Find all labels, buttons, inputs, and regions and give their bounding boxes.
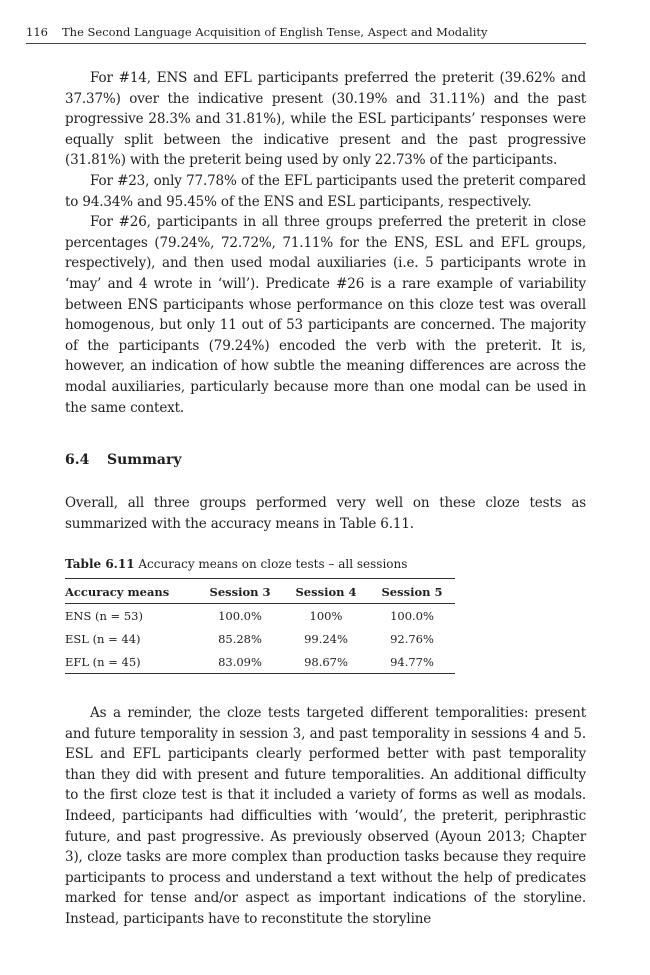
table-cell: 92.76% [390, 632, 434, 646]
section-title: Summary [107, 452, 182, 468]
accuracy-table [65, 578, 455, 674]
table-cell: 100.0% [390, 609, 434, 623]
paragraph-item-26: For #26, participants in all three groups preferred the preterit in close percentages (79.24%, 72.72%, 71.11% for the ENS, ESL and EFL groups, respectively), and then used modal auxiliaries (i.e. 5 participants wrote in ‘may’ and 4 wrote in ‘will’). Predicate #26 is a rare example of variability between ENS participants whose performance on this cloze test was overall homogenous, but only 11 out of 53 participants are concerned. The majority of the participants (79.24%) encoded the verb with the preterit. It is, however, an indication of how subtle the meaning differences are across the modal auxiliaries, particularly because more than one modal can be used in the same context. [65, 214, 586, 416]
table-row [65, 604, 455, 628]
table-cell: 99.24% [304, 632, 348, 646]
table-cell: 100.0% [218, 609, 262, 623]
table-cell: 83.09% [218, 655, 262, 669]
table-row [65, 627, 455, 650]
paragraph-item-14: For #14, ENS and EFL participants preferred the preterit (39.62% and 37.37%) over the indicative present (30.19% and 31.11%) and the past progressive 28.3% and 31.81%), while the ESL participants’ responses were equally split between the indicative present and the past progressive (31.81%) with the preterit being used by only 22.73% of the participants. [65, 70, 586, 169]
column-header: Session 5 [381, 585, 443, 599]
table-caption [65, 557, 407, 571]
row-label: EFL (n = 45) [65, 655, 141, 669]
section-number: 6.4 [65, 452, 90, 468]
table-cell: 85.28% [218, 632, 262, 646]
table-cell: 100% [309, 609, 343, 623]
table-caption-label: Table 6.11 [65, 557, 135, 571]
table-caption-text: Accuracy means on cloze tests – all sessions [138, 557, 408, 571]
row-label: ENS (n = 53) [65, 609, 143, 623]
running-title: The Second Language Acquisition of English Tense, Aspect and Modality [62, 25, 488, 39]
body-text-summary [65, 493, 586, 534]
running-header [26, 24, 586, 44]
body-text-top [65, 68, 586, 418]
page-number: 116 [26, 25, 48, 39]
column-header: Accuracy means [65, 585, 170, 599]
column-header: Session 4 [295, 585, 357, 599]
table-cell: 98.67% [304, 655, 348, 669]
column-header: Session 3 [209, 585, 271, 599]
section-heading [65, 452, 182, 468]
table-header-row [65, 579, 455, 604]
body-text-bottom [65, 703, 586, 930]
reminder-paragraph: As a reminder, the cloze tests targeted different temporalities: present and future temporality in session 3, and past temporality in sessions 4 and 5. ESL and EFL participants clearly performed better with past temporality than they did with present and future temporalities. An additional difficulty to the first cloze test is that it included a variety of forms as well as modals. Indeed, participants had difficulties with ‘would’, the preterit, periphrastic future, and past progressive. As previously observed (Ayoun 2013; Chapter 3), cloze tasks are more complex than production tasks because they require participants to process and understand a text without the help of predicates marked for tense and/or aspect as important indications of the storyline. Instead, participants have to reconstitute the storyline [65, 705, 586, 927]
paragraph-item-23: For #23, only 77.78% of the EFL participants used the preterit compared to 94.34% and 95.45% of the ENS and ESL participants, respectively. [65, 172, 586, 210]
table-row [65, 650, 455, 674]
summary-paragraph: Overall, all three groups performed very well on these cloze tests as summarized with the accuracy means in Table 6.11. [65, 495, 586, 532]
row-label: ESL (n = 44) [65, 632, 141, 646]
table-cell: 94.77% [390, 655, 434, 669]
